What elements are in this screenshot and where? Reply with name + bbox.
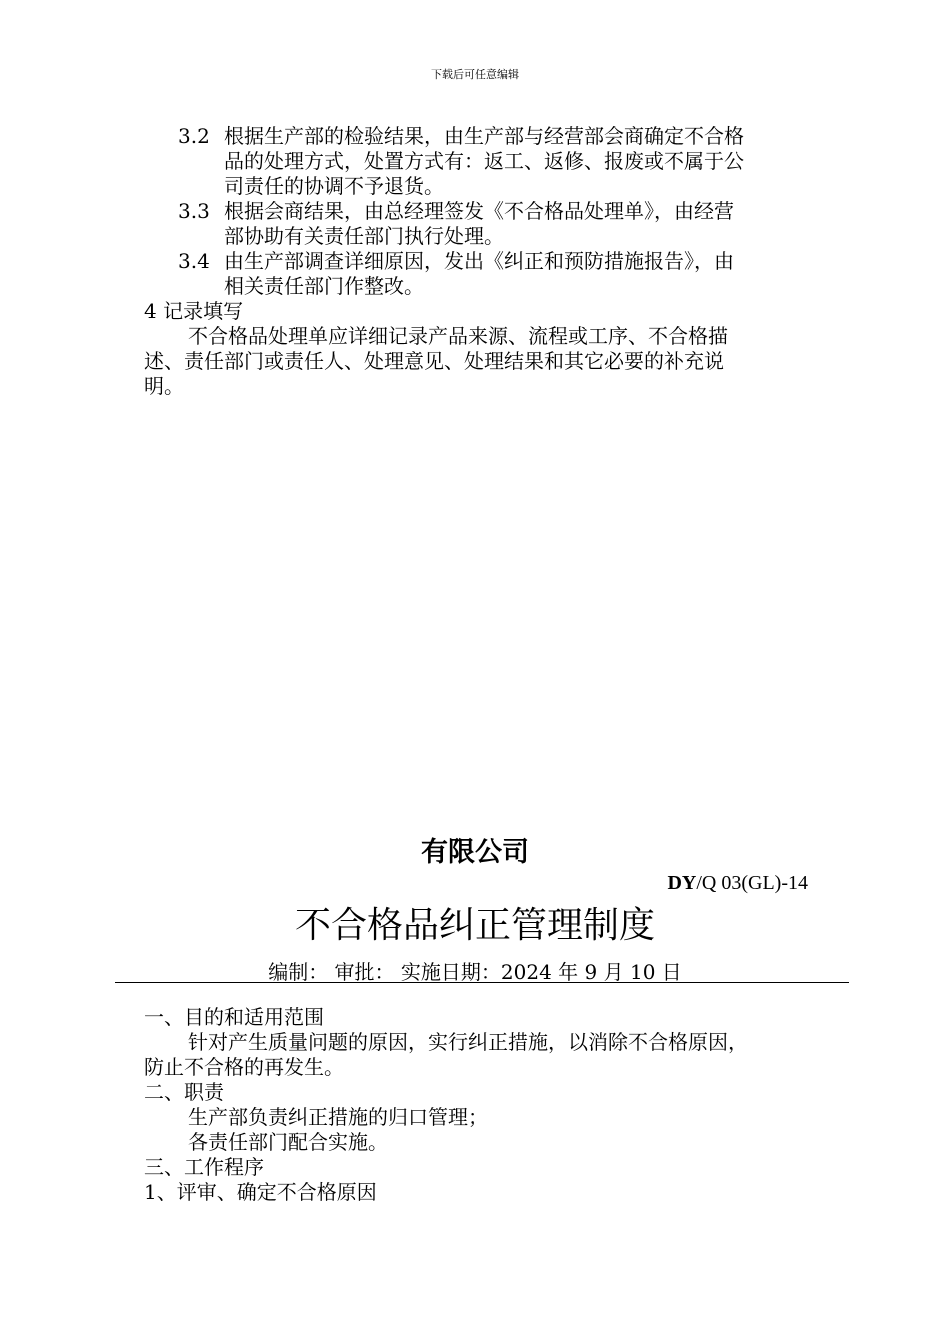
section-4-heading: 4 记录填写 [144,299,244,323]
item-line: 由生产部调查详细原因，发出《纠正和预防措施报告》，由 [224,249,734,273]
section-1-heading: 一、目的和适用范围 [144,1005,324,1029]
section-3-subheading: 1、评审、确定不合格原因 [144,1180,377,1204]
section-3-heading: 三、工作程序 [144,1155,264,1179]
document-code [667,872,808,895]
section-2-heading: 二、职责 [144,1080,224,1104]
item-number: 3.3 [178,199,210,223]
header-divider [115,982,849,983]
section-4-line: 明。 [144,374,184,398]
section-4-line: 不合格品处理单应详细记录产品来源、流程或工序、不合格描 [188,324,728,348]
company-name: 有限公司 [421,837,529,868]
document-title: 不合格品纠正管理制度 [294,905,655,946]
section-1-line: 针对产生质量问题的原因，实行纠正措施，以消除不合格原因， [188,1030,748,1054]
approval-line: 编制： 审批： 实施日期：2024 年 9 月 10 日 [268,960,682,984]
item-number: 3.4 [178,249,210,273]
item-line: 品的处理方式，处置方式有：返工、返修、报废或不属于公 [224,149,744,173]
item-line: 根据生产部的检验结果，由生产部与经营部会商确定不合格 [224,124,744,148]
item-number: 3.2 [178,124,210,148]
section-2-line: 生产部负责纠正措施的归口管理； [188,1105,488,1129]
section-2-line: 各责任部门配合实施。 [188,1130,388,1154]
document-code-prefix: DY [667,872,697,894]
item-line: 相关责任部门作整改。 [224,274,424,298]
item-line: 根据会商结果，由总经理签发《不合格品处理单》，由经营 [224,199,734,223]
item-line: 部协助有关责任部门执行处理。 [224,224,504,248]
item-line: 司责任的协调不予退货。 [224,174,444,198]
section-1-line: 防止不合格的再发生。 [144,1055,344,1079]
header-note: 下载后可任意编辑 [431,68,519,81]
section-4-line: 述、责任部门或责任人、处理意见、处理结果和其它必要的补充说 [144,349,724,373]
document-code-rest: /Q 03(GL)-14 [696,872,808,894]
